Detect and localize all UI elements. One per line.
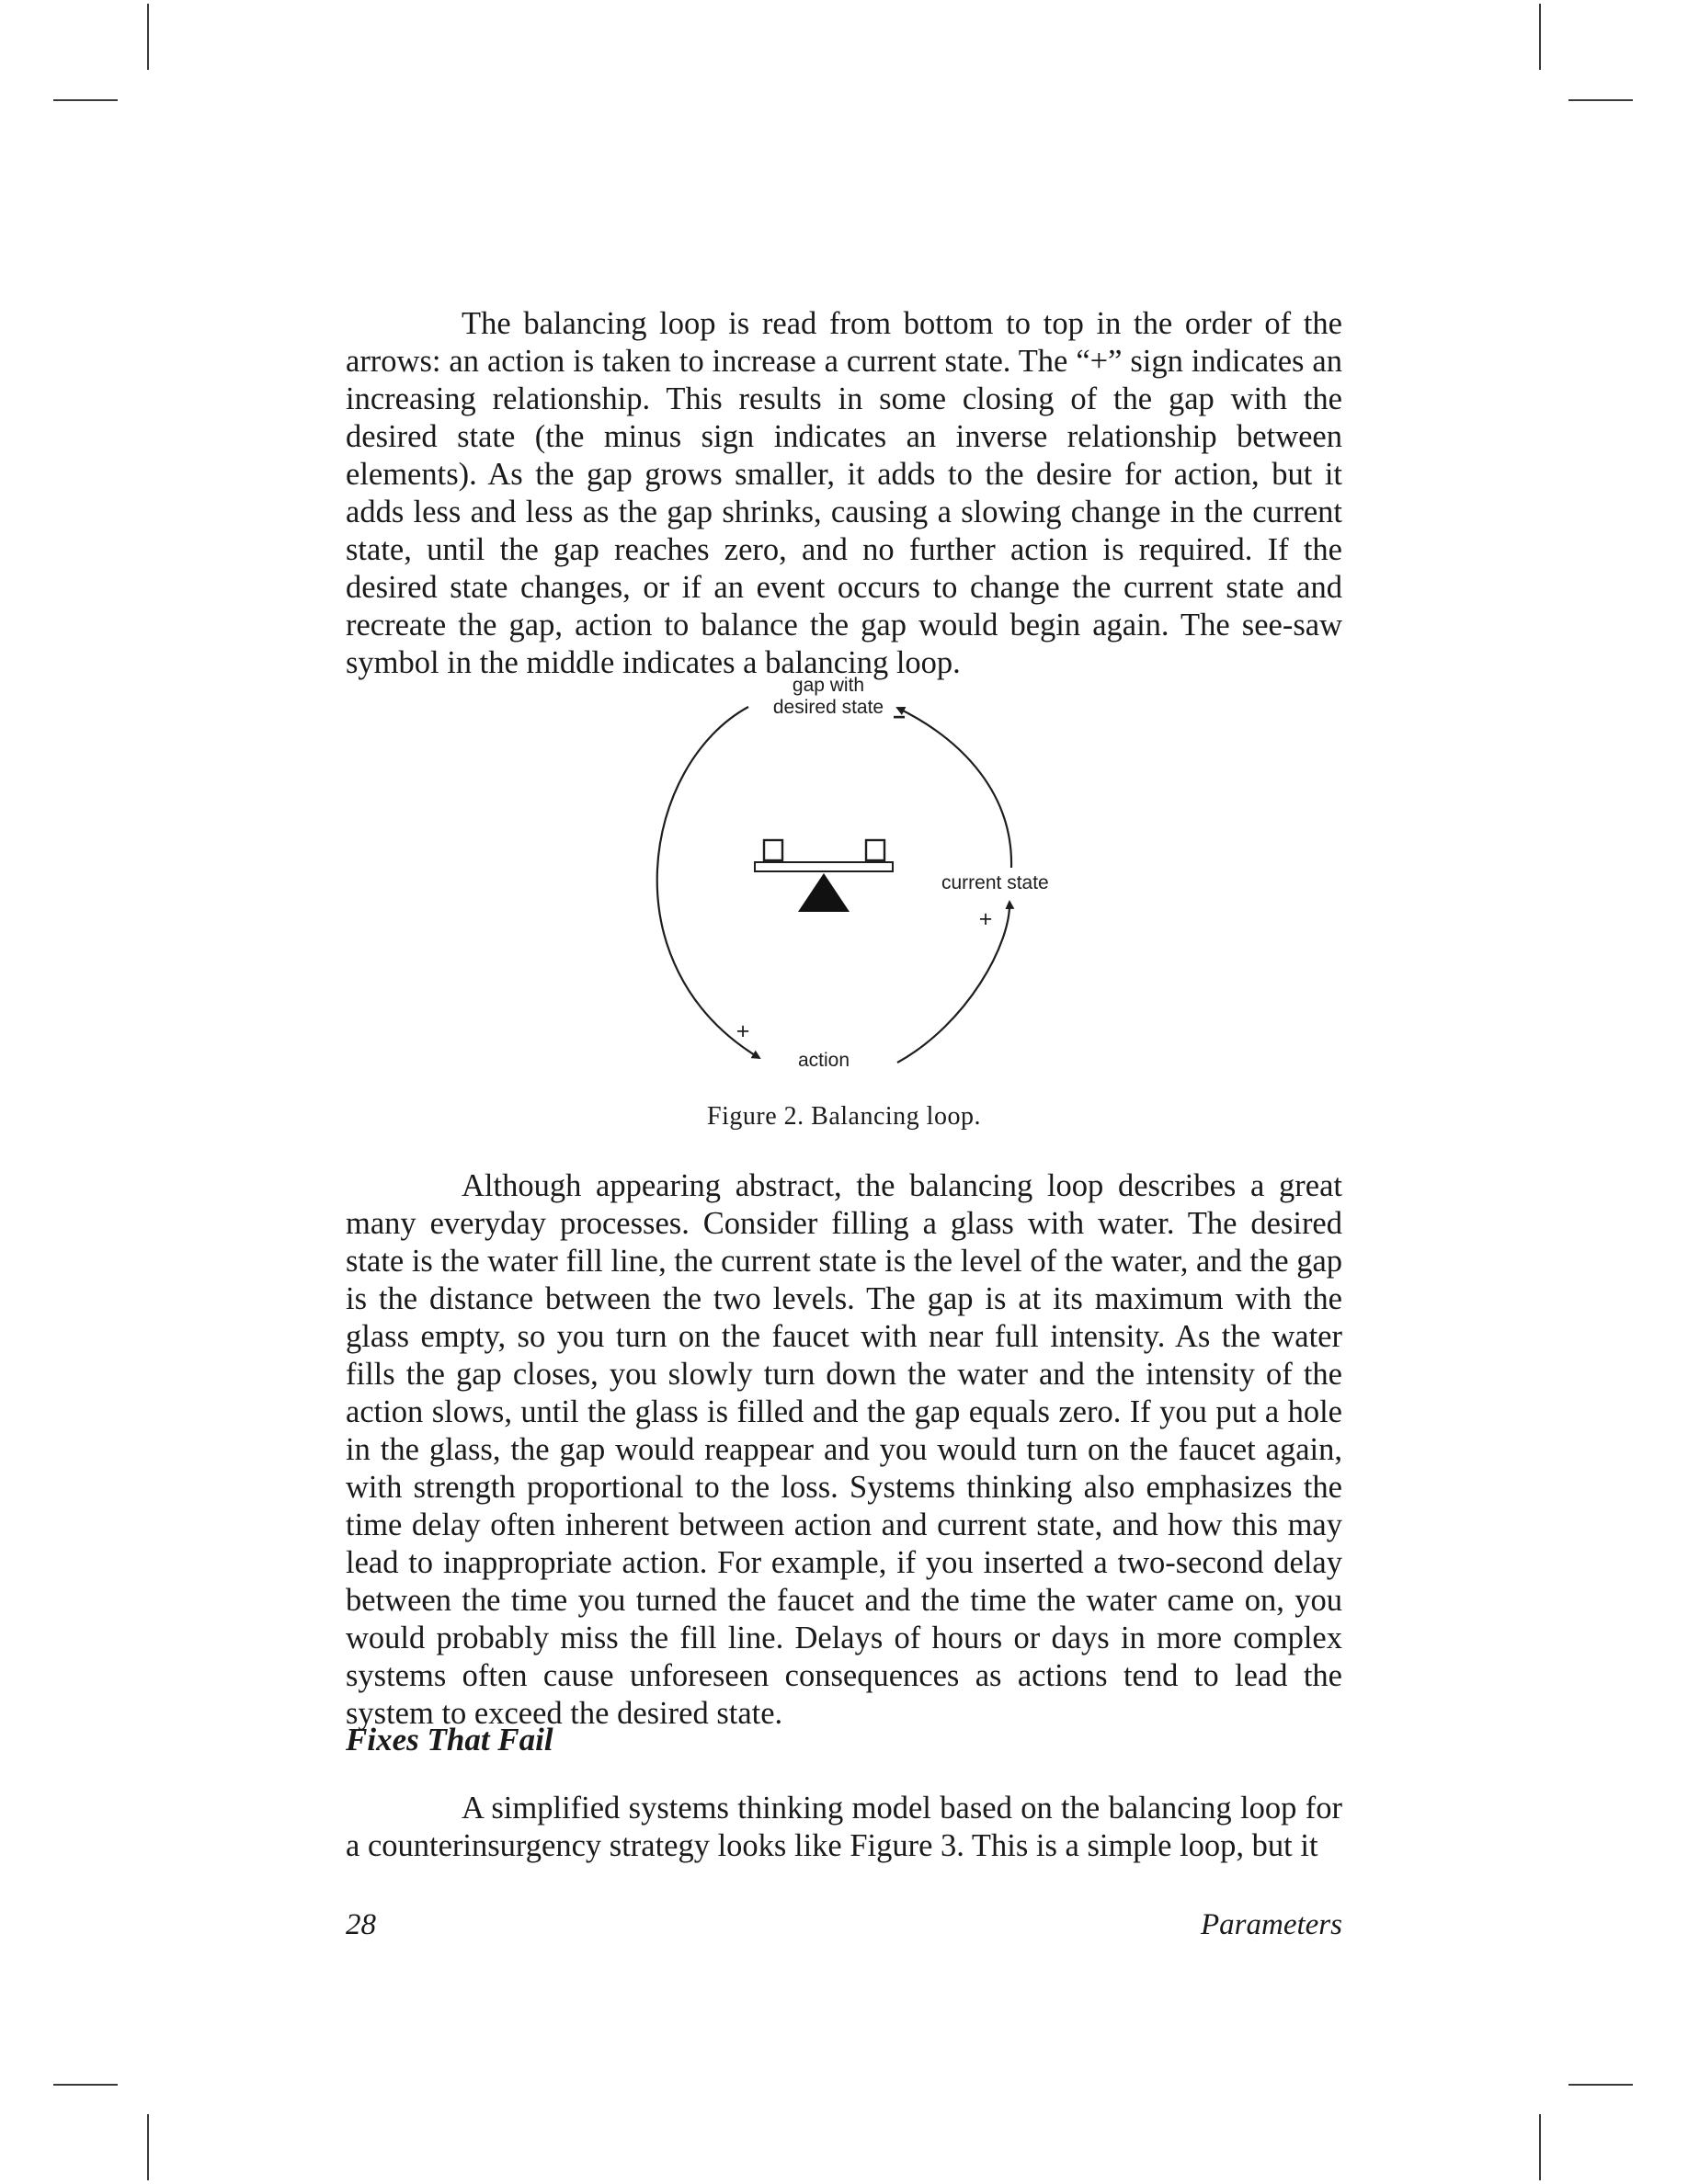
crop-mark-top-right-horizontal xyxy=(1568,99,1633,101)
crop-mark-bottom-left-horizontal xyxy=(53,2084,118,2086)
crop-mark-bottom-right-horizontal xyxy=(1568,2084,1633,2086)
journal-name: Parameters xyxy=(1201,1908,1342,1941)
see-saw-icon xyxy=(755,840,893,912)
sign-plus-current-state: + xyxy=(978,906,993,932)
sign-minus-gap: − xyxy=(892,705,907,730)
body-paragraph-balancing-loop: The balancing loop is read from bottom to top in the order of the arrows: an action is taken to increase a current state. The “+” sign indicates an increasing relationship. This results in some closing of the gap with the desired state (the minus sign indicates an inverse relationship between elements). As the gap grows smaller, it adds to the desire for action, but it adds less and less as the gap shrinks, causing a slowing change in the current state, until the gap reaches zero, and no further action is required. If the desired state changes, or if an event occurs to change the current state and recreate the gap, action to balance the gap would begin again. The see-saw symbol in the middle indicates a balancing loop. xyxy=(346,306,1342,680)
label-gap-line2: desired state xyxy=(772,697,884,718)
page-number: 28 xyxy=(346,1908,376,1941)
section-heading: Fixes That Fail xyxy=(346,1722,553,1757)
figure-caption: Figure 2. Balancing loop. xyxy=(707,1102,981,1131)
body-paragraph-glass-example: Although appearing abstract, the balancing loop describes a great many everyday processes. Consider filling a glass with water. The desired state is the water fill line, the current state is the level of the water, and the gap is the distance between the two levels. The gap is at its maximum with the glass empty, so you turn on the faucet with near full intensity. As the water fills the gap closes, you slowly turn down the water and the intensity of the action slows, until the glass is filled and the gap equals zero. If you put a hole in the glass, the gap would reappear and you would turn on the faucet again, with strength proportional to the loss. Systems thinking also emphasizes the time delay often inherent between action and current state, and how this may lead to inappropriate action. For example, if you inserted a two-second delay between the time you turned the faucet and the time the water came on, you would probably miss the fill line. Delays of hours or days in more complex systems often cause unforeseen consequences as actions tend to lead the system to exceed the desired state. xyxy=(346,1168,1343,1731)
crop-mark-top-left-horizontal xyxy=(53,99,118,101)
arrow-gap-to-action xyxy=(657,707,759,1058)
arrow-current-state-to-gap xyxy=(897,708,1011,868)
crop-mark-bottom-right-vertical xyxy=(1539,2114,1541,2180)
crop-mark-top-left-vertical xyxy=(147,4,149,70)
sign-plus-action: + xyxy=(736,1018,750,1044)
crop-mark-bottom-left-vertical xyxy=(147,2114,149,2180)
crop-mark-top-right-vertical xyxy=(1539,4,1541,70)
body-paragraph-counterinsurgency: A simplified systems thinking model based on the balancing loop for a counterinsurgency strategy looks like Figure 3. This is a simple loop, but it xyxy=(346,1791,1342,1863)
arrow-action-to-current-state xyxy=(897,902,1009,1063)
label-action: action xyxy=(797,1050,850,1071)
label-gap-line1: gap with xyxy=(792,675,865,696)
label-current-state: current state xyxy=(941,872,1049,893)
balancing-loop-diagram xyxy=(625,667,1103,1086)
